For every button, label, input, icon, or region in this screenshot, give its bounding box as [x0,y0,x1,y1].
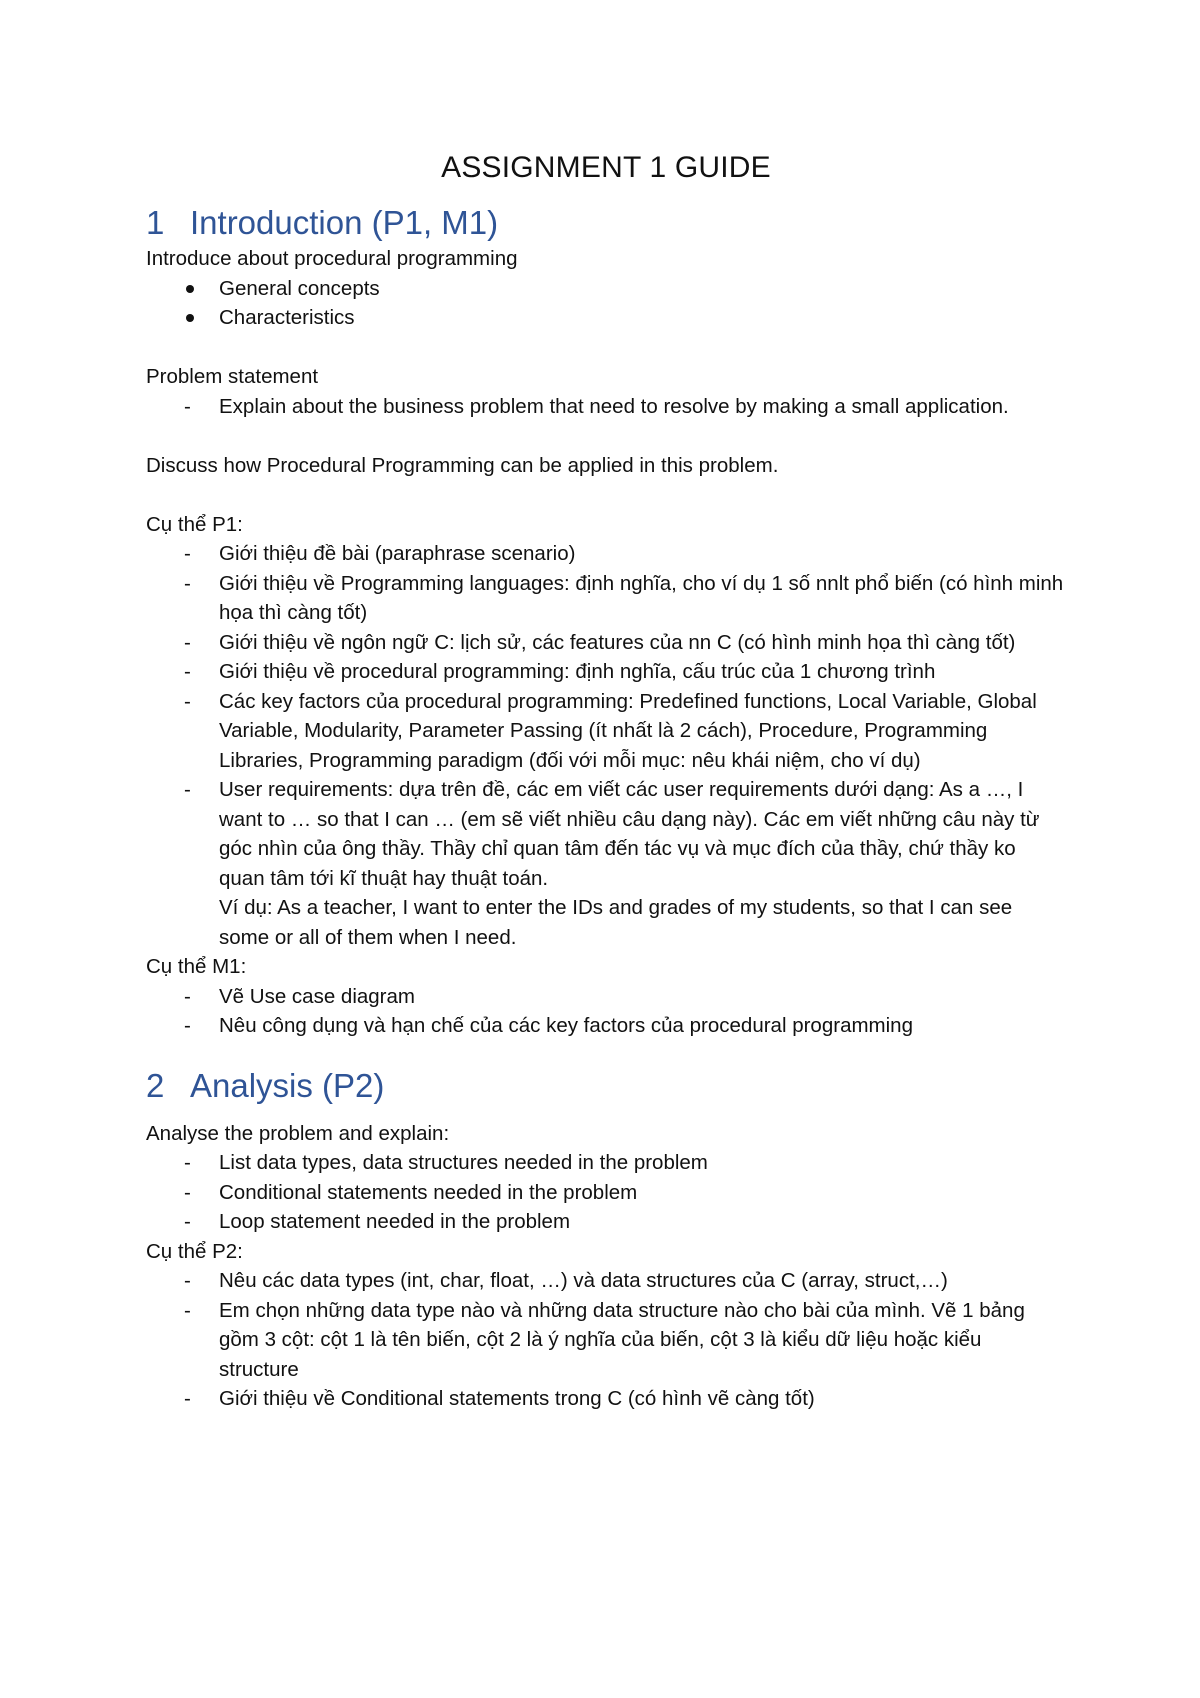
section-1-heading [146,202,1066,244]
p1-list [146,539,1066,952]
dash-icon: - [184,1210,191,1233]
dash-icon: - [184,1151,191,1174]
p1-example: Ví dụ: As a teacher, I want to enter the IDs and grades of my students, so that I can see some or all of them when I need. [219,896,1013,949]
dash-icon: - [184,689,191,713]
p2-list [146,1266,1066,1414]
dash-icon: - [184,660,191,683]
list-item: - User requirements: dựa trên đề, các em viết các user requirements dưới dạng: As a …, I want to … so that I can … (em sẽ viết nhiều câu dạng này). Các em viết những câu này từ góc nhìn của ông thầy. Thầy chỉ quan tâm đến tác vụ và mục đích của thầy, chứ thầy ko quan tâm tới kĩ thuật hay thuật toán. Ví dụ: As a teacher, I want to enter the IDs and grades of my students, so that I can see some or all of them when I need. [146,775,1066,952]
blank-line [146,333,1066,363]
document-page [146,148,1066,1414]
discuss-paragraph: Discuss how Procedural Programming can be applied in this problem. [146,453,779,477]
section-2-number: 2 [146,1066,165,1104]
list-item: General concepts [146,274,1066,304]
list-item: Characteristics [146,303,1066,333]
dash-icon: - [184,542,191,565]
p1-label: Cụ thể P1: [146,512,243,536]
section-1-title: Introduction (P1, M1) [190,204,499,241]
analysis-list [146,1148,1066,1237]
section-1-number: 1 [146,204,165,241]
dash-icon: - [184,630,191,654]
list-item: - Nêu các data types (int, char, float, …) và data structures của C (array, struct,…) [146,1266,1066,1296]
m1-label: Cụ thể M1: [146,955,247,978]
dash-icon: - [184,1387,191,1410]
list-item: - Nêu công dụng và hạn chế của các key factors của procedural programming [146,1011,1066,1041]
list-item: - Explain about the business problem that need to resolve by making a small application. [146,392,1066,422]
list-item: - Giới thiệu về Programming languages: định nghĩa, cho ví dụ 1 số nnlt phổ biến (có hình minh họa thì càng tốt) [146,569,1066,628]
list-item: - Vẽ Use case diagram [146,982,1066,1012]
dash-icon: - [184,1298,191,1322]
section-2-heading [146,1065,1066,1107]
m1-list [146,982,1066,1041]
section-1-intro: Introduce about procedural programming [146,247,518,270]
list-item: - Em chọn những data type nào và những data structure nào cho bài của mình. Vẽ 1 bảng gồm 3 cột: cột 1 là tên biến, cột 2 là ý nghĩa của biến, cột 3 là kiểu dữ liệu hoặc kiểu structure [146,1296,1066,1385]
dash-icon: - [184,571,191,595]
list-item: - Giới thiệu về ngôn ngữ C: lịch sử, các features của nn C (có hình minh họa thì càng tốt) [146,628,1066,658]
list-item: - List data types, data structures needed in the problem [146,1148,1066,1178]
problem-list [146,392,1066,422]
list-item: - Giới thiệu về procedural programming: định nghĩa, cấu trúc của 1 chương trình [146,657,1066,687]
list-item: - Conditional statements needed in the problem [146,1178,1066,1208]
list-item: - Giới thiệu về Conditional statements trong C (có hình vẽ càng tốt) [146,1384,1066,1414]
section-2-intro: Analyse the problem and explain: [146,1121,450,1145]
dash-icon: - [184,1269,191,1292]
document-title: ASSIGNMENT 1 GUIDE [441,151,771,184]
blank-line [146,421,1066,451]
heading-gap [146,1107,1066,1119]
list-item: - Giới thiệu đề bài (paraphrase scenario) [146,539,1066,569]
list-item: - Loop statement needed in the problem [146,1207,1066,1237]
p2-label: Cụ thể P2: [146,1239,243,1263]
list-item: - Các key factors của procedural programming: Predefined functions, Local Variable, Global Variable, Modularity, Parameter Passing (ít nhất là 2 cách), Procedure, Programming Libraries, Programming paradigm (đối với mỗi mục: nêu khái niệm, cho ví dụ) [146,687,1066,776]
dash-icon: - [184,984,191,1008]
blank-line [146,480,1066,510]
section-gap [146,1041,1066,1065]
bullet-icon [186,285,194,293]
bullet-icon [186,314,194,322]
section-2-title: Analysis (P2) [190,1066,385,1104]
problem-statement-label: Problem statement [146,365,319,388]
dash-icon: - [184,1180,191,1204]
dash-icon: - [184,1014,191,1037]
concept-bullet-list [146,274,1066,333]
dash-icon: - [184,394,191,418]
dash-icon: - [184,778,191,801]
